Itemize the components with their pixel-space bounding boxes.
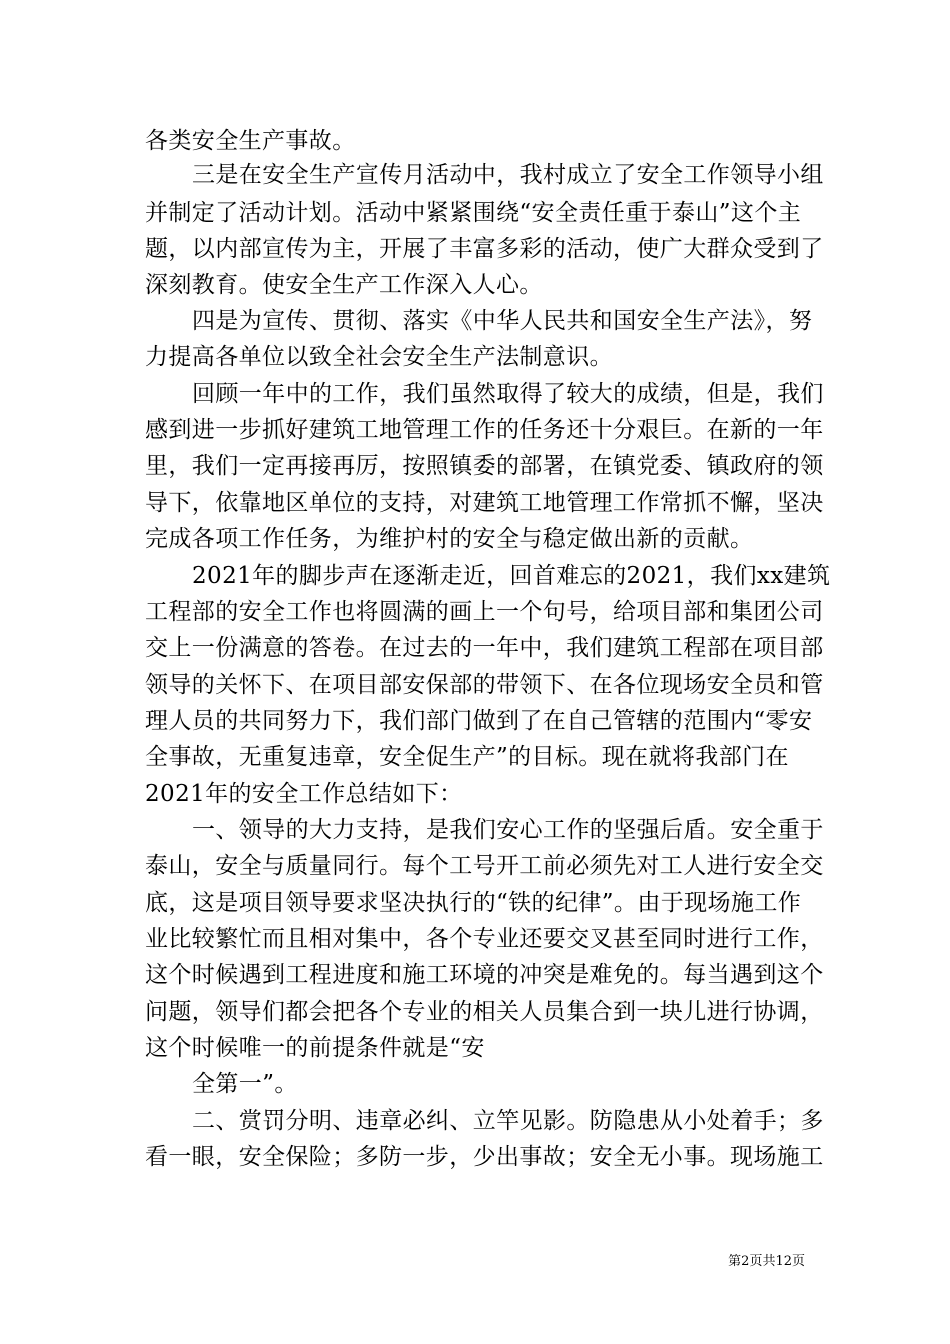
text-line: 并制定了活动计划。活动中紧紧围绕“安全责任重于泰山”这个主 bbox=[145, 200, 802, 226]
text-line: 领导的关怀下、在项目部安保部的带领下、在各位现场安全员和管 bbox=[145, 672, 824, 698]
text-line: 全第一”。 bbox=[192, 1071, 298, 1097]
text-line: 业比较繁忙而且相对集中，各个专业还要交叉甚至同时进行工作， bbox=[145, 926, 824, 952]
text-line: 完成各项工作任务，为维护村的安全与稳定做出新的贡献。 bbox=[145, 526, 754, 552]
page-number: 第2页共12页 bbox=[728, 1254, 805, 1269]
text-line: 感到进一步抓好建筑工地管理工作的任务还十分艰巨。在新的一年 bbox=[145, 417, 824, 443]
text-line: 力提高各单位以致全社会安全生产法制意识。 bbox=[145, 344, 613, 370]
text-line: 理人员的共同努力下，我们部门做到了在自己管辖的范围内“零安 bbox=[145, 708, 813, 734]
text-line: 交上一份满意的答卷。在过去的一年中，我们建筑工程部在项目部 bbox=[145, 635, 824, 661]
text-line: 看一眼，安全保险；多防一步，少出事故；安全无小事。现场施工 bbox=[145, 1144, 824, 1170]
text-line: 二、赏罚分明、违章必纠、立竿见影。防隐患从小处着手；多 bbox=[192, 1108, 824, 1134]
text-line: 导下，依靠地区单位的支持，对建筑工地管理工作常抓不懈，坚决 bbox=[145, 490, 824, 516]
text-line: 问题，领导们都会把各个专业的相关人员集合到一块儿进行协调， bbox=[145, 999, 824, 1025]
text-line: 回顾一年中的工作，我们虽然取得了较大的成绩，但是，我们 bbox=[192, 381, 824, 407]
text-line: 工程部的安全工作也将圆满的画上一个句号，给项目部和集团公司 bbox=[145, 599, 824, 625]
text-line: 题，以内部宣传为主，开展了丰富多彩的活动，使广大群众受到了 bbox=[145, 236, 824, 262]
text-line: 这个时候唯一的前提条件就是“安 bbox=[145, 1035, 485, 1061]
text-line: 全事故，无重复违章，安全促生产”的目标。现在就将我部门在 bbox=[145, 744, 789, 770]
text-line: 2021年的安全工作总结如下： bbox=[145, 781, 463, 807]
text-line: 泰山，安全与质量同行。每个工号开工前必须先对工人进行安全交 bbox=[145, 853, 824, 879]
text-line: 深刻教育。使安全生产工作深入人心。 bbox=[145, 272, 543, 298]
text-line: 底，这是项目领导要求坚决执行的“铁的纪律”。由于现场施工作 bbox=[145, 890, 802, 916]
text-line: 2021年的脚步声在逐渐走近，回首难忘的2021，我们xx建筑 bbox=[192, 563, 831, 589]
text-line: 里，我们一定再接再厉，按照镇委的部署，在镇党委、镇政府的领 bbox=[145, 453, 824, 479]
text-line: 各类安全生产事故。 bbox=[145, 128, 356, 154]
text-line: 四是为宣传、贯彻、落实《中华人民共和国安全生产法》，努 bbox=[192, 308, 813, 334]
text-line: 三是在安全生产宣传月活动中，我村成立了安全工作领导小组 bbox=[192, 162, 824, 188]
text-line: 这个时候遇到工程进度和施工环境的冲突是难免的。每当遇到这个 bbox=[145, 962, 824, 988]
text-line: 一、领导的大力支持，是我们安心工作的坚强后盾。安全重于 bbox=[192, 817, 824, 843]
